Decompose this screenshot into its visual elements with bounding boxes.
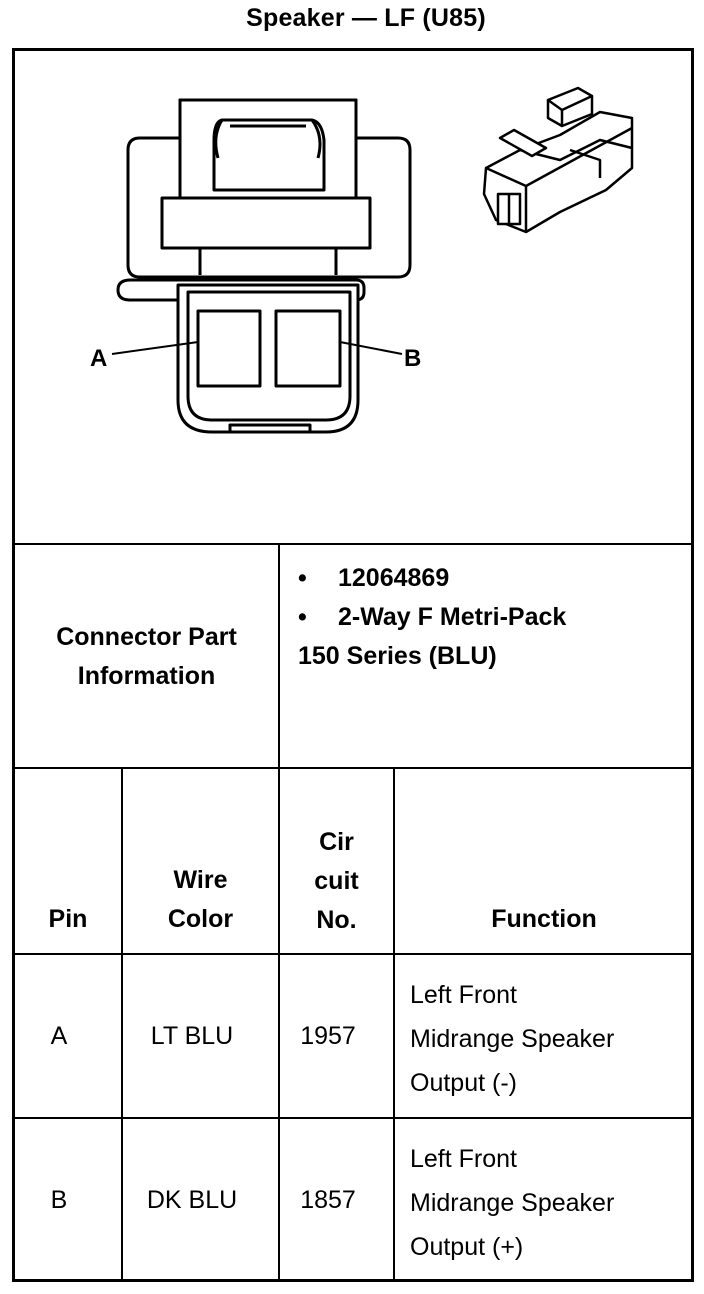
connector-face-view <box>112 100 410 432</box>
divider-info-col <box>278 543 280 769</box>
header-circuit-line3: No. <box>316 906 357 934</box>
connector-diagram <box>0 0 704 545</box>
row-a-circuit: 1957 <box>300 1022 356 1050</box>
header-wire-color-line2: Color <box>167 905 234 933</box>
row-a-pin: A <box>50 1022 68 1050</box>
pin-label-a: A <box>90 345 108 372</box>
divider-connector-info <box>12 767 694 769</box>
row-b-function-line1: Left Front <box>410 1145 517 1173</box>
header-circuit-line1: Cir <box>319 828 354 856</box>
connector-info-label-line2: Information <box>77 662 216 690</box>
divider-col-function <box>393 767 395 1282</box>
pin-label-b: B <box>404 345 422 372</box>
row-b-pin: B <box>50 1186 68 1214</box>
header-wire-color-line1: Wire <box>173 866 228 894</box>
header-circuit <box>280 823 393 940</box>
bullet-icon: • <box>298 564 307 592</box>
part-number: 12064869 <box>338 564 450 592</box>
divider-row-a <box>12 1117 694 1119</box>
connector-info-bullet <box>298 598 688 637</box>
row-b-circuit: 1857 <box>300 1186 356 1214</box>
row-a-wire-color: LT BLU <box>150 1022 234 1050</box>
row-a-function-line2: Midrange Speaker <box>410 1025 615 1053</box>
row-b-function-line2: Midrange Speaker <box>410 1189 615 1217</box>
connector-info-label <box>15 618 278 696</box>
divider-header <box>12 953 694 955</box>
header-circuit-line2: cuit <box>314 867 359 895</box>
connector-isometric-view <box>484 88 632 232</box>
row-b-function-line3: Output (+) <box>410 1233 524 1261</box>
row-a-function-line1: Left Front <box>410 981 517 1009</box>
divider-diagram <box>12 543 694 545</box>
header-function: Function <box>491 905 597 933</box>
row-b-wire-color: DK BLU <box>146 1186 238 1214</box>
bullet-icon: • <box>298 603 307 631</box>
header-pin: Pin <box>48 905 88 933</box>
connector-info-bullet <box>298 559 688 598</box>
row-a-function <box>410 973 694 1105</box>
connector-type: 2-Way F Metri-Pack <box>338 603 567 631</box>
row-b-function <box>410 1137 694 1269</box>
connector-info-label-line1: Connector Part <box>56 623 237 651</box>
page-title: Speaker — LF (U85) <box>246 4 486 32</box>
connector-series: 150 Series (BLU) <box>298 642 497 670</box>
connector-info-values <box>298 559 688 676</box>
row-a-function-line3: Output (-) <box>410 1069 517 1097</box>
header-wire-color <box>123 861 278 939</box>
